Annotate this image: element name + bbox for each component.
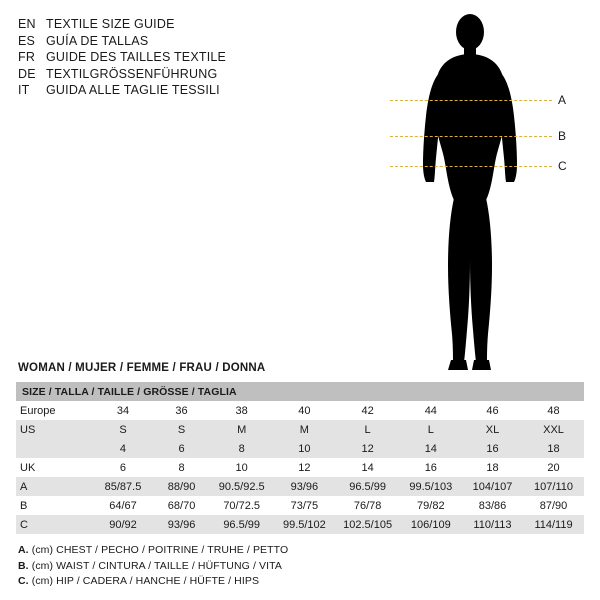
cell: L (335, 420, 399, 439)
cell: 64/67 (93, 496, 153, 515)
cell: L (400, 420, 462, 439)
cell: 20 (523, 458, 584, 477)
cell: 10 (273, 439, 335, 458)
cell: XL (462, 420, 523, 439)
measure-label-c: C (558, 159, 567, 173)
measure-line-c (390, 166, 552, 167)
cell: 88/90 (153, 477, 210, 496)
cell: 90/92 (93, 515, 153, 534)
title-row-es (18, 33, 348, 50)
legend-row-b (18, 559, 288, 575)
table-row (16, 401, 584, 420)
cell: 76/78 (335, 496, 399, 515)
cell: 70/72.5 (210, 496, 273, 515)
title-text-es: GUÍA DE TALLAS (46, 33, 149, 48)
table-row (16, 420, 584, 439)
cell: 93/96 (153, 515, 210, 534)
table-row (16, 439, 584, 458)
row-label: US (16, 420, 93, 439)
table-header-label: SIZE / TALLA / TAILLE / GRÖSSE / TAGLIA (16, 382, 584, 401)
cell: 96.5/99 (335, 477, 399, 496)
cell: 99.5/102 (273, 515, 335, 534)
title-lang-en: EN (18, 17, 36, 31)
title-row-en (18, 16, 348, 33)
cell: 10 (210, 458, 273, 477)
cell: 114/119 (523, 515, 584, 534)
cell: M (273, 420, 335, 439)
row-label: A (16, 477, 93, 496)
cell: 16 (400, 458, 462, 477)
cell: 110/113 (462, 515, 523, 534)
title-text-de: TEXTILGRÖSSENFÜHRUNG (46, 66, 218, 81)
size-table (16, 382, 584, 534)
cell: 46 (462, 401, 523, 420)
cell: 96.5/99 (210, 515, 273, 534)
table-row (16, 477, 584, 496)
cell: 93/96 (273, 477, 335, 496)
cell: 87/90 (523, 496, 584, 515)
measure-line-b (390, 136, 552, 137)
row-label: UK (16, 458, 93, 477)
title-block (18, 16, 348, 99)
title-lang-de: DE (18, 66, 36, 81)
cell: 12 (273, 458, 335, 477)
cell: 79/82 (400, 496, 462, 515)
row-label: Europe (16, 401, 93, 420)
legend-row-a (18, 543, 288, 559)
cell: S (153, 420, 210, 439)
cell: 90.5/92.5 (210, 477, 273, 496)
title-row-it (18, 82, 348, 99)
title-row-de (18, 66, 348, 83)
figure-panel (390, 0, 600, 380)
table-header-row (16, 382, 584, 401)
cell: 14 (335, 458, 399, 477)
title-text-en: TEXTILE SIZE GUIDE (46, 17, 175, 31)
cell: 40 (273, 401, 335, 420)
cell: 12 (335, 439, 399, 458)
legend-row-c (18, 574, 288, 590)
table-row (16, 496, 584, 515)
title-text-it: GUIDA ALLE TAGLIE TESSILI (46, 83, 220, 97)
cell: 36 (153, 401, 210, 420)
cell: 106/109 (400, 515, 462, 534)
legend-key-b: B. (18, 559, 29, 572)
cell: 8 (210, 439, 273, 458)
cell: 38 (210, 401, 273, 420)
table-row (16, 515, 584, 534)
row-label: C (16, 515, 93, 534)
cell: 73/75 (273, 496, 335, 515)
cell: 34 (93, 401, 153, 420)
measure-line-a (390, 100, 552, 101)
cell: 42 (335, 401, 399, 420)
cell: S (93, 420, 153, 439)
cell: 48 (523, 401, 584, 420)
legend-block (18, 543, 288, 590)
cell: M (210, 420, 273, 439)
cell: 16 (462, 439, 523, 458)
row-label: B (16, 496, 93, 515)
cell: 8 (153, 458, 210, 477)
cell: 68/70 (153, 496, 210, 515)
cell: 44 (400, 401, 462, 420)
cell: 83/86 (462, 496, 523, 515)
cell: 6 (153, 439, 210, 458)
title-text-fr: GUIDE DES TAILLES TEXTILE (46, 50, 227, 64)
cell: 14 (400, 439, 462, 458)
legend-key-a: A. (18, 544, 29, 556)
cell: 107/110 (523, 477, 584, 496)
measure-label-b: B (558, 129, 567, 143)
cell: 102.5/105 (335, 515, 399, 534)
cell: 18 (523, 439, 584, 458)
cell: XXL (523, 420, 584, 439)
title-lang-es: ES (18, 33, 36, 48)
row-label (16, 439, 93, 458)
cell: 85/87.5 (93, 477, 153, 496)
cell: 6 (93, 458, 153, 477)
cell: 104/107 (462, 477, 523, 496)
legend-text-a: (cm) CHEST / PECHO / POITRINE / TRUHE / PETTO (31, 544, 289, 556)
legend-key-c: C. (18, 575, 29, 587)
title-row-fr (18, 49, 348, 66)
cell: 18 (462, 458, 523, 477)
female-silhouette-icon (390, 4, 600, 376)
measure-label-a: A (558, 93, 567, 107)
cell: 4 (93, 439, 153, 458)
title-lang-fr: FR (18, 50, 36, 64)
table-row (16, 458, 584, 477)
legend-text-b: (cm) WAIST / CINTURA / TAILLE / HÜFTUNG / VITA (31, 559, 282, 572)
group-label: WOMAN / MUJER / FEMME / FRAU / DONNA (18, 362, 266, 374)
legend-text-c: (cm) HIP / CADERA / HANCHE / HÜFTE / HIPS (31, 575, 260, 587)
title-lang-it: IT (18, 83, 30, 97)
cell: 99.5/103 (400, 477, 462, 496)
